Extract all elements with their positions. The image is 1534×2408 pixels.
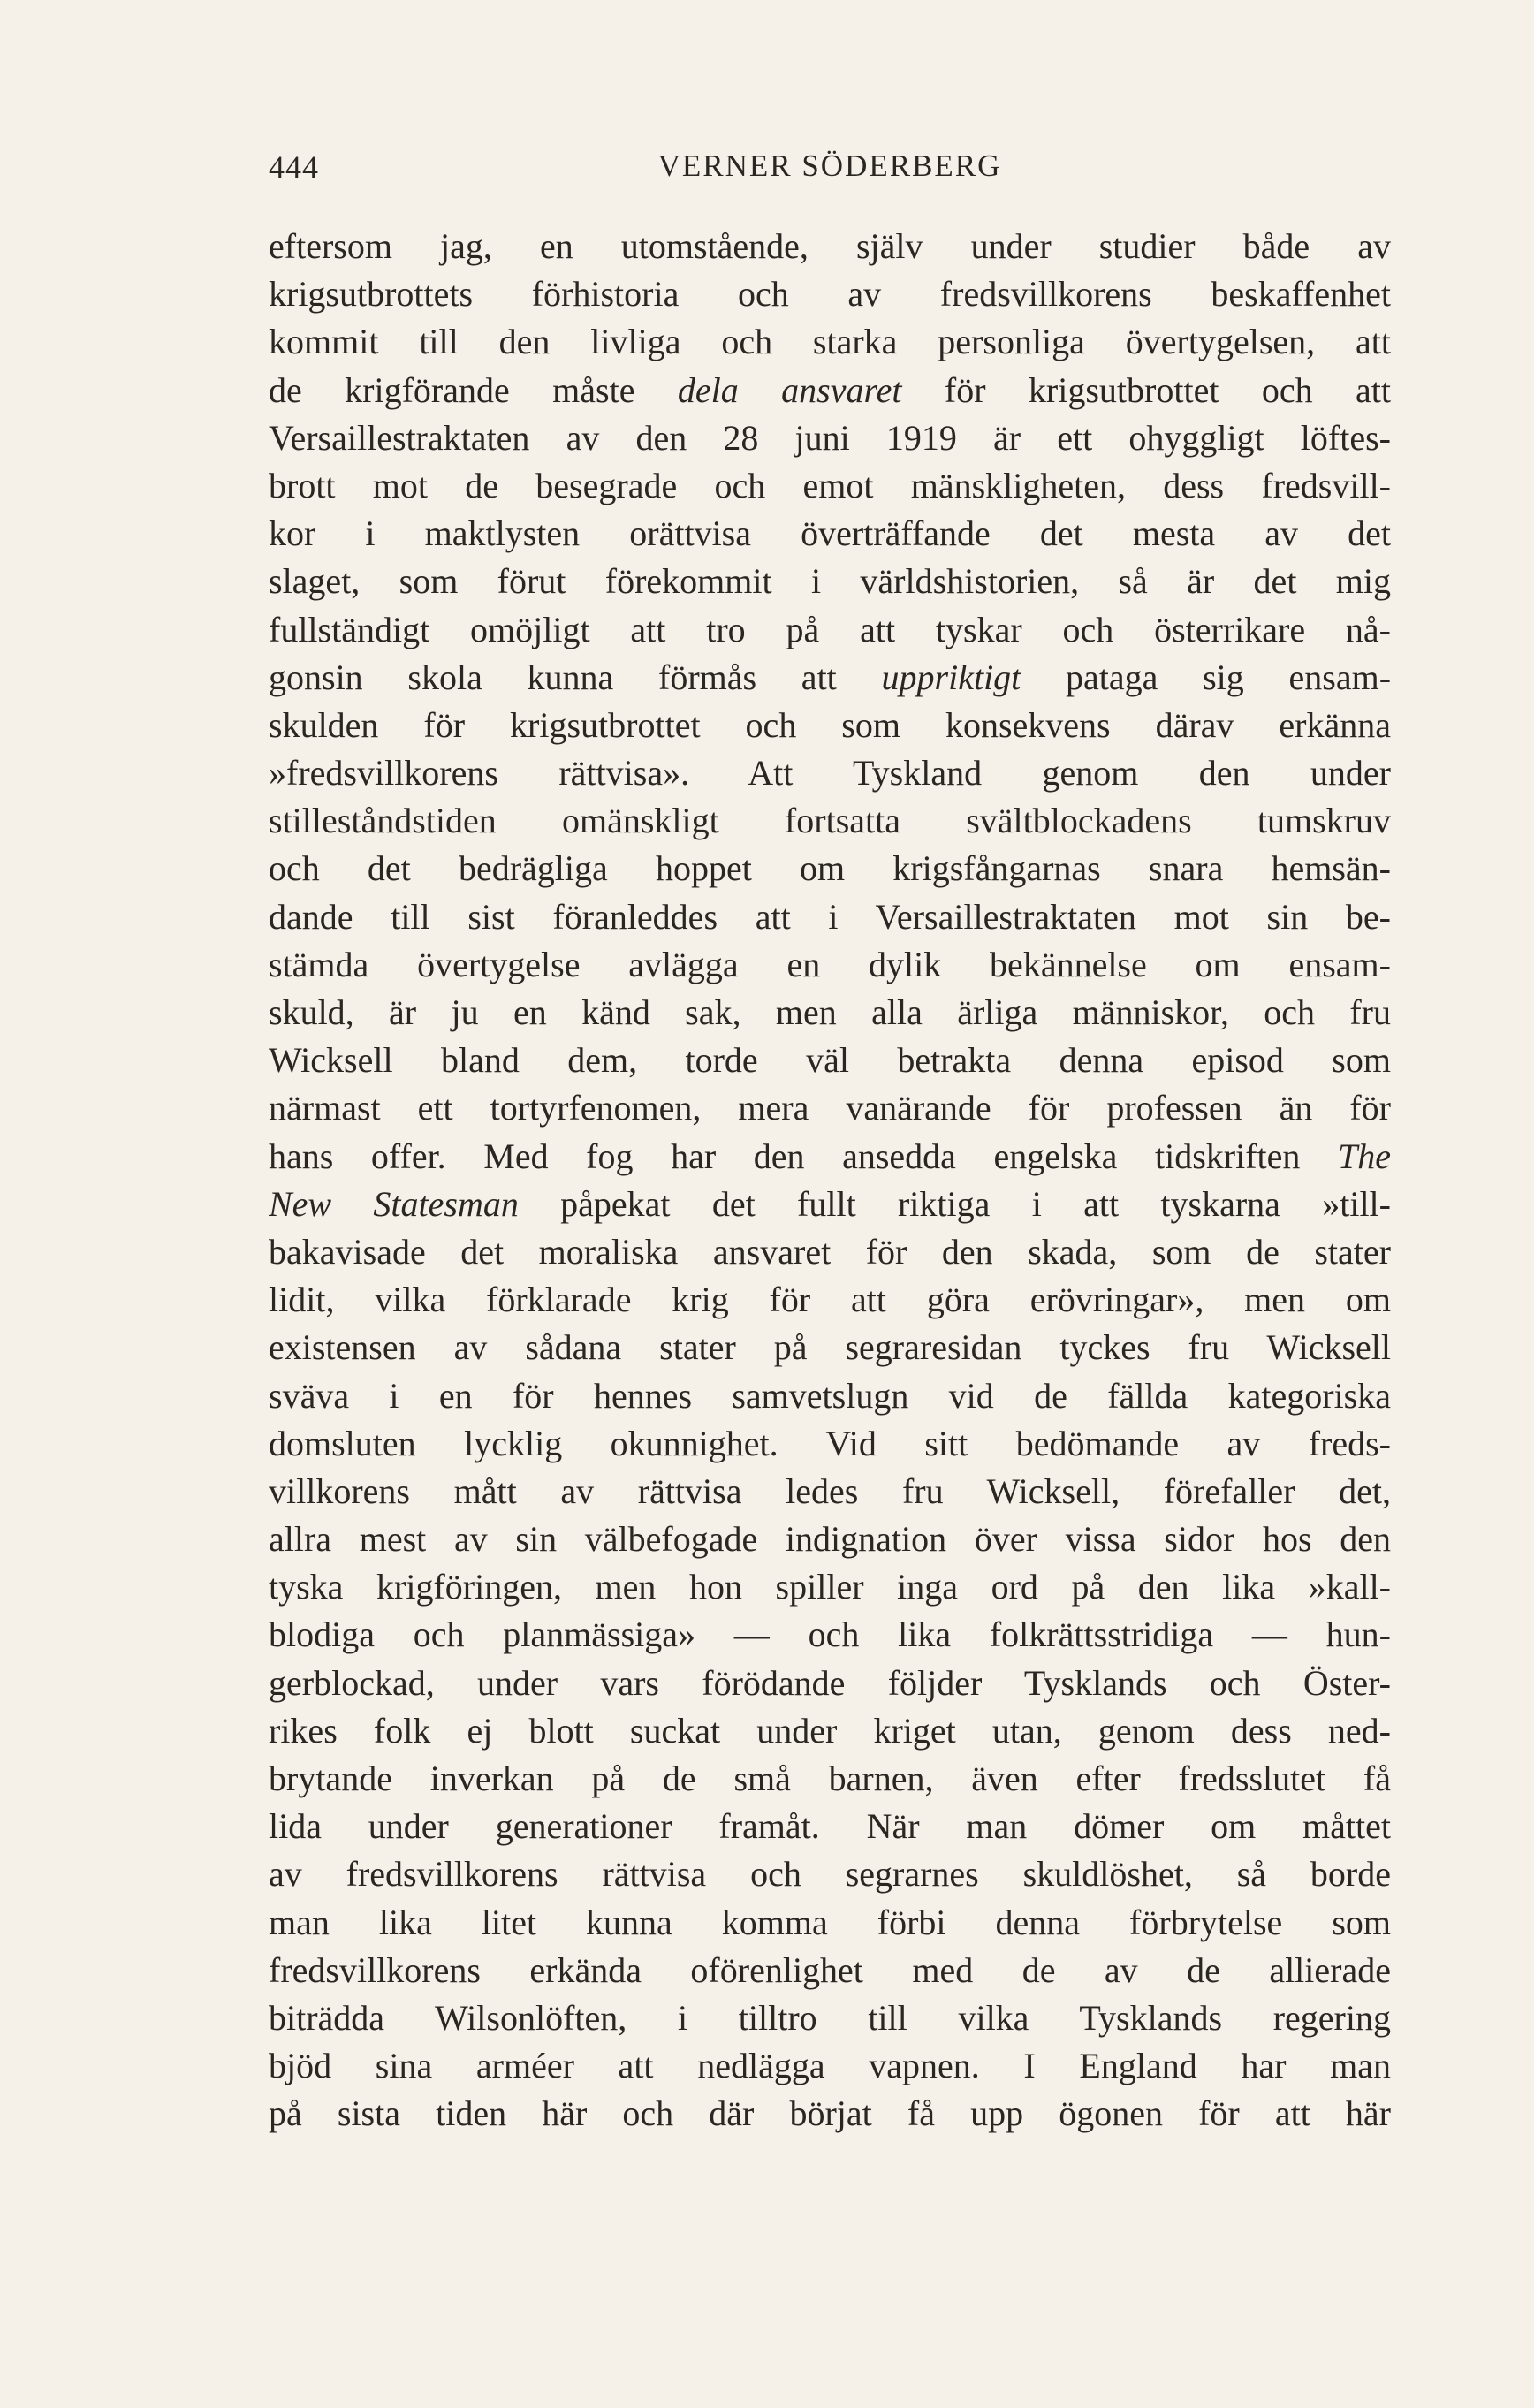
text-line: lidit, vilka förklarade krig för att göra erövringar», men om — [269, 1280, 1391, 1320]
text-line: hans offer. Med fog har den ansedda engelska tidskriften The — [269, 1136, 1391, 1176]
text-line: existensen av sådana stater på segraresidan tyckes fru Wicksell — [269, 1327, 1391, 1368]
italic-phrase: uppriktigt — [881, 657, 1021, 697]
italic-phrase: dela ansvaret — [677, 369, 902, 410]
text-line: på sista tiden här och där börjat få upp ögonen för att här — [269, 2093, 1391, 2134]
text-line: biträdda Wilsonlöften, i tilltro till vilka Tysklands regering — [269, 1997, 1391, 2038]
text-line: Wicksell bland dem, torde väl betrakta denna episod som — [269, 1040, 1391, 1081]
text-line: sväva i en för hennes samvetslugn vid de fällda kategoriska — [269, 1375, 1391, 1416]
text-line: stilleståndstiden omänskligt fortsatta svältblockadens tumskruv — [269, 801, 1391, 841]
text-line: tyska krigföringen, men hon spiller inga ord på den lika »kall- — [269, 1567, 1391, 1607]
text-line: gonsin skola kunna förmås att uppriktigt pataga sig ensam- — [269, 657, 1391, 697]
text-line: kor i maktlysten orättvisa överträffande det mesta av det — [269, 513, 1391, 554]
italic-phrase: The — [1338, 1136, 1391, 1176]
text-line: stämda övertygelse avlägga en dylik bekännelse om ensam- — [269, 944, 1391, 984]
text-line: de krigförande måste dela ansvaret för krigsutbrottet och att — [269, 369, 1391, 410]
text-line: brott mot de besegrade och emot mänskligheten, dess fredsvill- — [269, 465, 1391, 505]
text-line: bjöd sina arméer att nedlägga vapnen. I England har man — [269, 2046, 1391, 2086]
text-line: kommit till den livliga och starka personliga övertygelsen, att — [269, 322, 1391, 362]
text-line: dande till sist föranleddes att i Versaillestraktaten mot sin be- — [269, 896, 1391, 937]
text-line: gerblockad, under vars förödande följder Tysklands och Öster- — [269, 1662, 1391, 1703]
italic-phrase: New Statesman — [269, 1183, 519, 1224]
text-line: blodiga och planmässiga» — och lika folkrättsstridiga — hun- — [269, 1614, 1391, 1655]
text-line: domsluten lycklig okunnighet. Vid sitt bedömande av freds- — [269, 1423, 1391, 1463]
body-text — [269, 223, 1391, 2138]
text-line: närmast ett tortyrfenomen, mera vanärande för professen än för — [269, 1088, 1391, 1128]
text-line: New Statesman påpekat det fullt riktiga i att tyskarna »till- — [269, 1183, 1391, 1224]
text-line: brytande inverkan på de små barnen, även efter fredsslutet få — [269, 1759, 1391, 1798]
text-line: slaget, som förut förekommit i världshistorien, så är det mig — [269, 561, 1391, 602]
text-line: bakavisade det moraliska ansvaret för den skada, som de stater — [269, 1231, 1391, 1272]
text-line: fredsvillkorens erkända oförenlighet med de av de allierade — [269, 1949, 1391, 1990]
text-line: Versaillestraktaten av den 28 juni 1919 är ett ohyggligt löftes- — [269, 417, 1391, 458]
text-line: »fredsvillkorens rättvisa». Att Tyskland genom den under — [269, 753, 1391, 794]
text-line: skuld, är ju en känd sak, men alla ärliga människor, och fru — [269, 992, 1391, 1032]
running-title: VERNER SÖDERBERG — [657, 148, 1002, 183]
text-line: rikes folk ej blott suckat under kriget utan, genom dess ned- — [269, 1710, 1391, 1751]
text-line: lida under generationer framåt. När man dömer om måttet — [269, 1806, 1391, 1847]
text-line: villkorens mått av rättvisa ledes fru Wicksell, förefaller det, — [269, 1470, 1391, 1511]
text-line: av fredsvillkorens rättvisa och segrarnes skuldlöshet, så borde — [269, 1854, 1391, 1895]
text-line: skulden för krigsutbrottet och som konsekvens därav erkänna — [269, 704, 1391, 745]
text-line: eftersom jag, en utomstående, själv under studier både av — [269, 226, 1391, 266]
text-line: krigsutbrottets förhistoria och av fredsvillkorens beskaffenhet — [269, 274, 1391, 315]
page-number: 444 — [269, 149, 319, 185]
text-line: man lika litet kunna komma förbi denna förbrytelse som — [269, 1902, 1391, 1942]
text-line: fullständigt omöjligt att tro på att tyskar och österrikare nå- — [269, 609, 1391, 649]
running-header — [269, 148, 1391, 193]
text-line: och det bedrägliga hoppet om krigsfångarnas snara hemsän- — [269, 848, 1391, 889]
text-line: allra mest av sin välbefogade indignation över vissa sidor hos den — [269, 1519, 1391, 1560]
